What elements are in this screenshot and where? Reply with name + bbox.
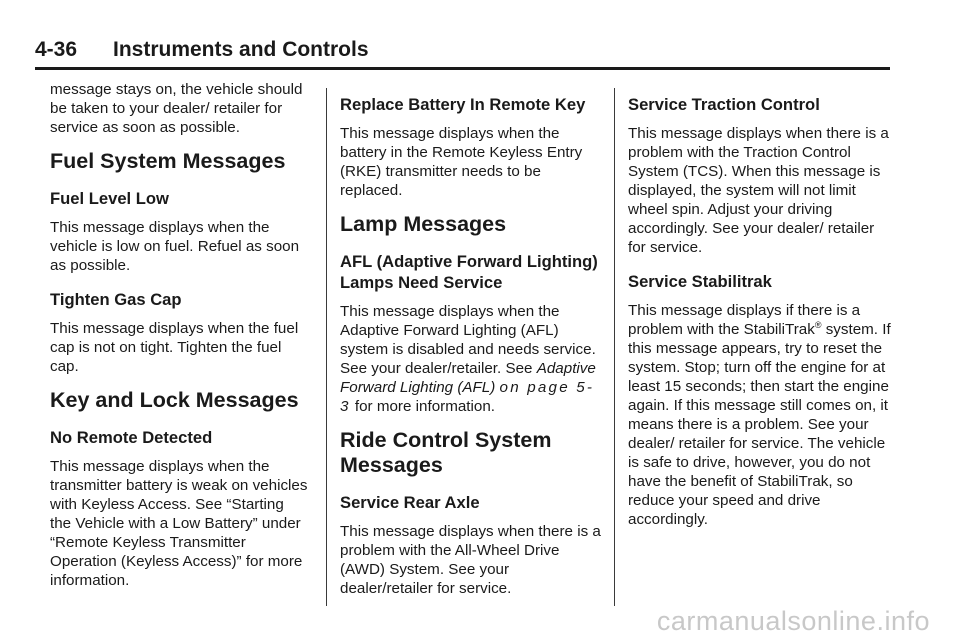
text-replace-battery: This message displays when the battery in the Remote Keyless Entry (RKE) transmitter needs to be replaced. xyxy=(340,125,583,199)
text-fuel-level-low: This message displays when the vehicle is low on fuel. Refuel as soon as possible. xyxy=(50,219,300,274)
heading-key-lock-messages: Key and Lock Messages xyxy=(50,388,299,412)
page-header xyxy=(35,36,890,70)
text-afl-end: for more information. xyxy=(354,398,496,415)
text-stabilitrak-b: system. If this message appears, try to reset the system. Stop; turn off the engine for at least 15 seconds; then start the engine again. If this message still comes on, it means there is a problem. See your dealer/ retailer for service. The vehicle is safe to drive, however, you do not have the benefit of StabiliTrak, so reduce your speed and drive accordingly. xyxy=(628,321,891,528)
heading-service-traction-control: Service Traction Control xyxy=(628,95,820,114)
text-afl-lamps xyxy=(340,302,604,416)
text-stabilitrak-a: This message displays if there is a problem with the StabiliTrak xyxy=(628,302,861,338)
heading-lamp-messages: Lamp Messages xyxy=(340,212,507,236)
heading-service-rear-axle: Service Rear Axle xyxy=(340,493,480,512)
column-middle xyxy=(340,80,604,608)
column-left xyxy=(50,80,308,600)
section-title: Instruments and Controls xyxy=(113,38,369,61)
heading-replace-battery: Replace Battery In Remote Key xyxy=(340,95,586,114)
intro-paragraph: message stays on, the vehicle should be taken to your dealer/ retailer for service as soon as possible. xyxy=(50,81,303,136)
heading-ride-control-messages: Ride Control System Messages xyxy=(340,428,552,477)
heading-fuel-level-low: Fuel Level Low xyxy=(50,189,169,208)
text-afl-body: This message displays when the Adaptive Forward Lighting (AFL) system is disabled and needs service. See your dealer/retailer. See xyxy=(340,303,596,377)
xref-afl-page[interactable]: on page 5-3 xyxy=(340,379,595,415)
watermark-text: carmanualsonline.info xyxy=(656,606,930,636)
text-service-rear-axle: This message displays when there is a problem with the All-Wheel Drive (AWD) System. See your dealer/retailer for service. xyxy=(340,523,601,597)
text-service-stabilitrak xyxy=(628,301,896,529)
heading-no-remote-detected: No Remote Detected xyxy=(50,428,213,447)
column-right xyxy=(628,80,896,539)
heading-afl-lamps: AFL (Adaptive Forward Lighting) Lamps Need Service xyxy=(340,252,598,292)
heading-fuel-system-messages: Fuel System Messages xyxy=(50,149,286,173)
registered-mark: ® xyxy=(814,320,822,330)
page-number: 4-36 xyxy=(35,38,78,61)
column-divider xyxy=(326,88,327,606)
text-no-remote-detected: This message displays when the transmitter battery is weak on vehicles with Keyless Access. See “Starting the Vehicle with a Low Battery” under “Remote Keyless Transmitter Operation (Keyless Access)” for more information. xyxy=(50,458,308,589)
text-service-traction-control: This message displays when there is a problem with the Traction Control System (TCS). When this message is displayed, the system will not limit wheel spin. Adjust your driving accordingly. See your dealer/ retailer for service. xyxy=(628,125,889,256)
text-tighten-gas-cap: This message displays when the fuel cap is not on tight. Tighten the fuel cap. xyxy=(50,320,299,375)
heading-tighten-gas-cap: Tighten Gas Cap xyxy=(50,290,182,309)
xref-afl-link[interactable]: Adaptive Forward Lighting (AFL) xyxy=(340,360,596,396)
heading-service-stabilitrak: Service Stabilitrak xyxy=(628,272,772,291)
column-divider xyxy=(614,88,615,606)
